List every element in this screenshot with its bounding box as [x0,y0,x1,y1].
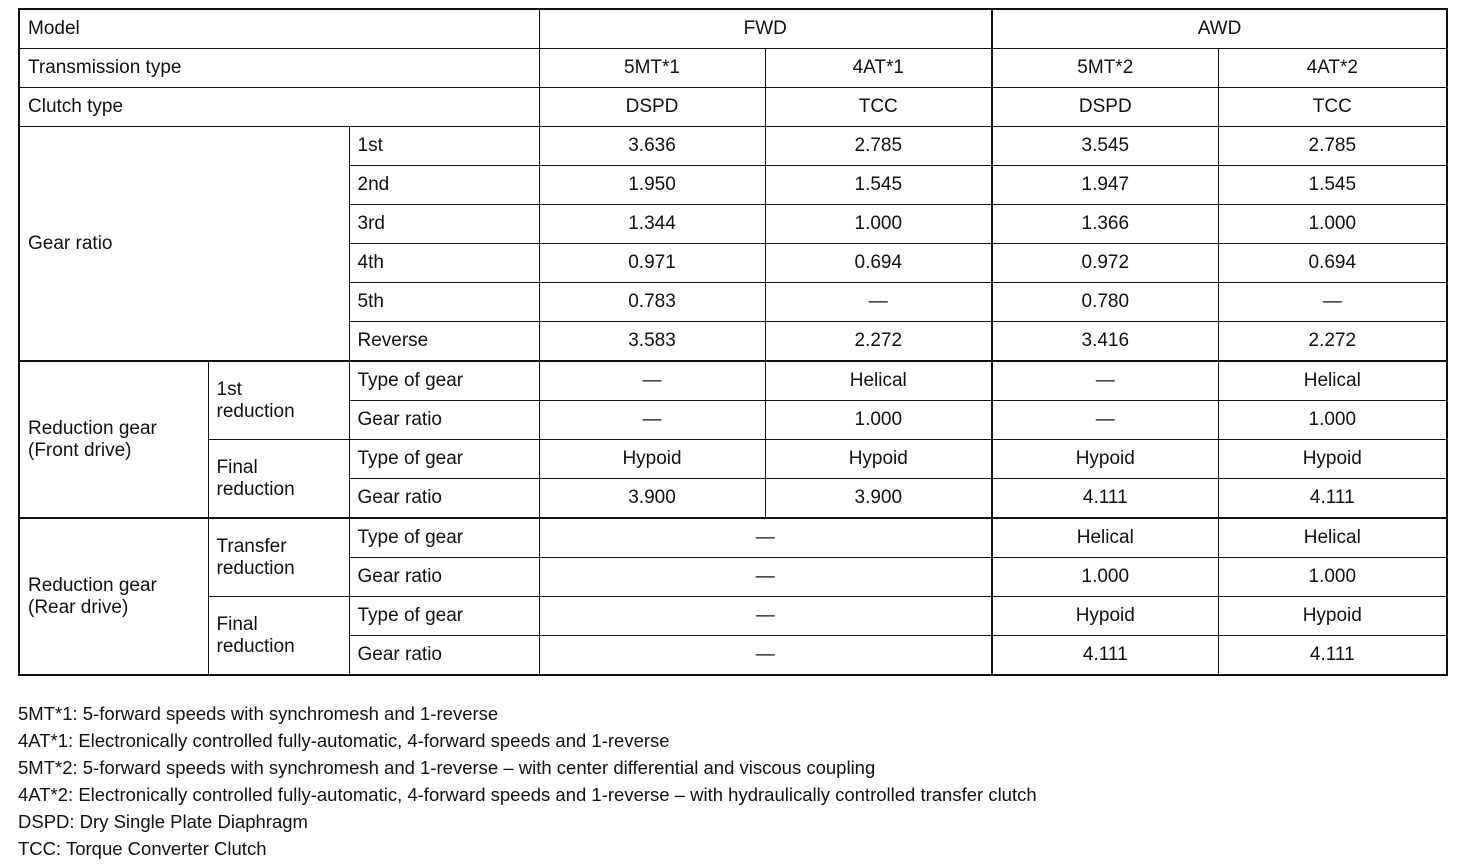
type-value: Hypoid [765,440,992,479]
clutch-cell: TCC [765,88,992,127]
rear-transfer-reduction-label [208,518,349,597]
fwd-merged-value: — [539,518,992,558]
transmission-type-label: Transmission type [19,49,539,88]
type-value: Helical [1218,361,1447,401]
gear-ratio-sub-label: Gear ratio [349,558,539,597]
fwd-merged-value: — [539,558,992,597]
gear-name: 3rd [349,205,539,244]
gear-value: 3.636 [539,127,765,166]
gear-value: — [1218,283,1447,322]
footnotes [18,700,1037,862]
type-of-gear-label: Type of gear [349,361,539,401]
front-final-reduction-line2: reduction [216,478,295,500]
gear-name: 1st [349,127,539,166]
gear-name: Reverse [349,322,539,362]
rear-drive-label [19,518,208,675]
gear-ratio-sub-label: Gear ratio [349,479,539,519]
footnote: TCC: Torque Converter Clutch [18,838,267,859]
clutch-type-row [19,88,1447,127]
front-final-reduction-line1: Final [216,456,258,478]
type-of-gear-label: Type of gear [349,597,539,636]
type-value: Helical [1218,518,1447,558]
rear-final-reduction-line1: Final [216,613,258,635]
front-drive-label-line1: Reduction gear [28,417,157,439]
ratio-value: 4.111 [1218,636,1447,676]
ratio-value: 1.000 [1218,558,1447,597]
type-of-gear-label: Type of gear [349,440,539,479]
gear-name: 5th [349,283,539,322]
rear-transfer-reduction-line2: reduction [216,557,295,579]
gear-value: 1.344 [539,205,765,244]
rear-transfer-reduction-line1: Transfer [216,535,287,557]
front-first-reduction-line2: reduction [216,400,295,422]
gear-value: 0.694 [1218,244,1447,283]
transmission-type-row [19,49,1447,88]
type-value: Hypoid [1218,440,1447,479]
rear-final-type-row [19,597,1447,636]
model-label: Model [19,9,539,49]
gear-value: 1.000 [1218,205,1447,244]
ratio-value: 1.000 [765,401,992,440]
clutch-type-label: Clutch type [19,88,539,127]
type-value: Helical [765,361,992,401]
rear-final-reduction-label [208,597,349,676]
fwd-header: FWD [539,9,992,49]
rear-drive-label-line1: Reduction gear [28,574,157,596]
gear-value: 2.272 [765,322,992,362]
front-first-reduction-line1: 1st [216,378,242,400]
front-drive-label-line2: (Front drive) [28,439,132,461]
gear-ratio-sub-label: Gear ratio [349,401,539,440]
transmission-cell: 5MT*1 [539,49,765,88]
clutch-cell: DSPD [539,88,765,127]
transmission-cell: 5MT*2 [992,49,1218,88]
front-final-type-row [19,440,1447,479]
type-value: Hypoid [992,440,1218,479]
front-drive-label [19,361,208,518]
type-value: — [992,361,1218,401]
ratio-value: — [992,401,1218,440]
type-of-gear-label: Type of gear [349,518,539,558]
gear-value: 3.583 [539,322,765,362]
fwd-merged-value: — [539,597,992,636]
footnote: 4AT*1: Electronically controlled fully-automatic, 4-forward speeds and 1-reverse [18,730,670,751]
fwd-merged-value: — [539,636,992,676]
gear-value: 2.785 [765,127,992,166]
gear-value: 0.971 [539,244,765,283]
transmission-spec-table [18,8,1448,676]
gear-value: 1.000 [765,205,992,244]
gear-name: 4th [349,244,539,283]
gear-value: 1.366 [992,205,1218,244]
footnote: 5MT*1: 5-forward speeds with synchromesh and 1-reverse [18,703,499,724]
ratio-value: — [539,401,765,440]
gear-value: 3.545 [992,127,1218,166]
gear-name: 2nd [349,166,539,205]
gear-value: 3.416 [992,322,1218,362]
gear-ratio-label: Gear ratio [19,127,349,362]
gear-value: 1.545 [765,166,992,205]
transmission-cell: 4AT*2 [1218,49,1447,88]
awd-header: AWD [992,9,1447,49]
front-first-reduction-label [208,361,349,440]
gear-value: 0.780 [992,283,1218,322]
gear-value: 1.950 [539,166,765,205]
footnote: 5MT*2: 5-forward speeds with synchromesh and 1-reverse – with center differential and viscous coupling [18,757,876,778]
ratio-value: 1.000 [992,558,1218,597]
front-first-type-row [19,361,1447,401]
ratio-value: 4.111 [1218,479,1447,519]
gear-value: 1.947 [992,166,1218,205]
rear-drive-label-line2: (Rear drive) [28,596,129,618]
clutch-cell: DSPD [992,88,1218,127]
ratio-value: 4.111 [992,636,1218,676]
model-row [19,9,1447,49]
ratio-value: 3.900 [539,479,765,519]
ratio-value: 4.111 [992,479,1218,519]
transmission-cell: 4AT*1 [765,49,992,88]
gear-value: 1.545 [1218,166,1447,205]
type-value: Hypoid [1218,597,1447,636]
gear-ratio-sub-label: Gear ratio [349,636,539,676]
gear-value: 0.694 [765,244,992,283]
gear-value: 2.272 [1218,322,1447,362]
front-final-reduction-label [208,440,349,519]
gear-value: 0.783 [539,283,765,322]
gear-value: 2.785 [1218,127,1447,166]
footnote: 4AT*2: Electronically controlled fully-automatic, 4-forward speeds and 1-reverse – with hydraulically controlled transfer clutch [18,784,1037,805]
gear-ratio-row [19,127,1447,166]
type-value: — [539,361,765,401]
gear-value: 0.972 [992,244,1218,283]
type-value: Helical [992,518,1218,558]
ratio-value: 3.900 [765,479,992,519]
gear-value: — [765,283,992,322]
rear-transfer-type-row [19,518,1447,558]
ratio-value: 1.000 [1218,401,1447,440]
clutch-cell: TCC [1218,88,1447,127]
type-value: Hypoid [992,597,1218,636]
type-value: Hypoid [539,440,765,479]
footnote: DSPD: Dry Single Plate Diaphragm [18,811,308,832]
rear-final-reduction-line2: reduction [216,635,295,657]
